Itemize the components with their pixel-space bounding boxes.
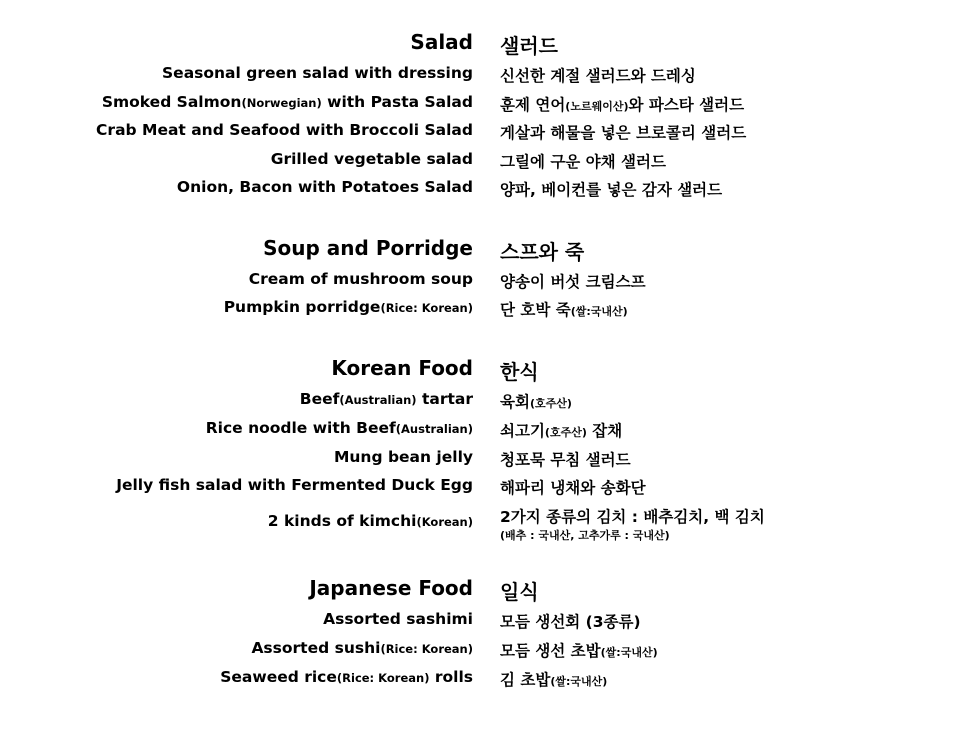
origin-note: (Norwegian) [241, 96, 322, 110]
item-name-en: Seaweed rice(Rice: Korean) rolls [220, 668, 473, 686]
item-name-en: Mung bean jelly [333, 448, 473, 466]
origin-note: (배추 : 국내산, 고추가루 : 국내산) [500, 529, 670, 542]
origin-note: (쌀:국내산) [600, 646, 658, 659]
origin-note: (쌀:국내산) [570, 305, 628, 318]
item-name-en: Rice noodle with Beef(Australian) [205, 419, 473, 437]
section-title-en: Japanese Food [309, 576, 473, 600]
origin-note: (Australian) [395, 422, 473, 436]
item-name-ko: 해파리 냉채와 송화단 [500, 479, 646, 497]
section-title-ko: 한식 [500, 360, 539, 384]
item-name-ko: 양송이 버섯 크림스프 [500, 273, 646, 291]
origin-note: (Rice: Korean) [336, 671, 430, 685]
item-name-en: 2 kinds of kimchi(Korean) [267, 512, 473, 530]
section-title-en: Korean Food [331, 356, 473, 380]
item-name-ko: 단 호박 죽(쌀:국내산) [500, 301, 628, 319]
item-name-en: Smoked Salmon(Norwegian) with Pasta Salad [101, 93, 473, 111]
item-name-en: Assorted sushi(Rice: Korean) [251, 639, 473, 657]
section-title-en: Salad [410, 30, 473, 54]
item-name-ko: 김 초밥(쌀:국내산) [500, 671, 608, 689]
item-name-ko: 육회(호주산) [500, 393, 572, 411]
item-name-ko: 청포묵 무침 샐러드 [500, 451, 631, 469]
item-name-ko: 양파, 베이컨를 넣은 감자 샐러드 [500, 181, 723, 199]
item-name-ko: 2가지 종류의 김치 : 배추김치, 백 김치 [500, 508, 765, 526]
item-name-en: Seasonal green salad with dressing [162, 64, 473, 82]
origin-note: (Australian) [339, 393, 417, 407]
item-name-ko: 모듬 생선회 (3종류) [500, 613, 641, 631]
item-name-en: Crab Meat and Seafood with Broccoli Salad [96, 121, 473, 139]
origin-note: (Rice: Korean) [380, 301, 473, 315]
origin-note: (호주산) [529, 397, 572, 410]
item-name-en: Cream of mushroom soup [248, 270, 473, 288]
item-name-ko: 게살과 해물을 넣은 브로콜리 샐러드 [500, 124, 747, 142]
section-title-ko: 일식 [500, 580, 539, 604]
item-name-ko: 신선한 계절 샐러드와 드레싱 [500, 67, 696, 85]
section-title-ko: 샐러드 [500, 34, 558, 58]
item-name-ko: 훈제 연어(노르웨이산)와 파스타 샐러드 [500, 96, 745, 114]
item-name-ko: 모듬 생선 초밥(쌀:국내산) [500, 642, 658, 660]
item-name-ko: 그릴에 구운 야채 샐러드 [500, 153, 666, 171]
item-name-en: Pumpkin porridge(Rice: Korean) [223, 298, 473, 316]
item-name-en: Jelly fish salad with Fermented Duck Egg [116, 476, 473, 494]
item-name-en: Assorted sashimi [323, 610, 473, 628]
origin-note: (Rice: Korean) [380, 642, 473, 656]
origin-note: (호주산) [544, 426, 587, 439]
section-title-ko: 스프와 죽 [500, 240, 585, 264]
origin-note: (쌀:국내산) [550, 675, 608, 688]
origin-note: (Korean) [416, 515, 473, 529]
item-name-ko: 쇠고기(호주산) 잡채 [500, 422, 623, 440]
item-name-en: Onion, Bacon with Potatoes Salad [176, 178, 473, 196]
section-title-en: Soup and Porridge [263, 236, 473, 260]
item-name-en: Beef(Australian) tartar [299, 390, 473, 408]
origin-note: (노르웨이산) [565, 100, 629, 113]
item-name-en: Grilled vegetable salad [270, 150, 473, 168]
